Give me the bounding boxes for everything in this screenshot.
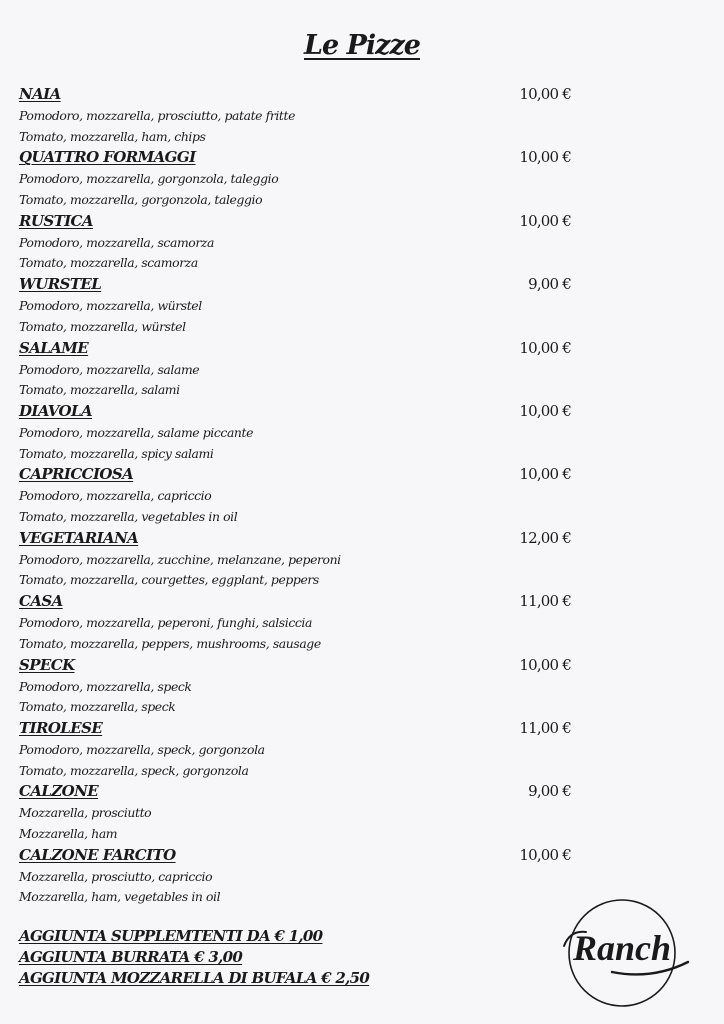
item-price: 10,00 € (519, 338, 571, 357)
item-price: 10,00 € (519, 211, 571, 230)
list-item (19, 84, 579, 147)
item-name: SALAME (19, 338, 89, 357)
item-description-en: Mozzarella, ham, vegetables in oil (19, 889, 221, 905)
list-item (19, 274, 579, 337)
ranch-logo-icon (552, 896, 696, 1008)
item-price: 9,00 € (528, 782, 571, 801)
item-price: 12,00 € (519, 528, 571, 547)
item-description-it: Pomodoro, mozzarella, salame (19, 361, 200, 377)
item-description-it: Pomodoro, mozzarella, speck (19, 678, 192, 694)
item-description-it: Pomodoro, mozzarella, salame piccante (19, 424, 254, 440)
page-title: Le Pizze (304, 30, 420, 61)
extra-mozzarella-bufala: AGGIUNTA MOZZARELLA DI BUFALA € 2,50 (19, 969, 370, 987)
item-name: CASA (19, 592, 63, 611)
item-description-en: Mozzarella, ham (19, 826, 118, 841)
list-item (19, 845, 579, 908)
item-name: WURSTEL (19, 275, 102, 294)
extra-burrata: AGGIUNTA BURRATA € 3,00 (19, 948, 243, 966)
item-description-en: Tomato, mozzarella, gorgonzola, taleggio (19, 192, 263, 208)
item-name: SPECK (19, 655, 75, 674)
item-price: 11,00 € (519, 718, 571, 737)
item-description-it: Pomodoro, mozzarella, würstel (19, 298, 202, 314)
item-price: 10,00 € (519, 465, 571, 484)
item-name: QUATTRO FORMAGGI (19, 148, 196, 167)
item-description-en: Tomato, mozzarella, würstel (19, 318, 186, 334)
item-price: 10,00 € (519, 655, 571, 674)
item-description-it: Pomodoro, mozzarella, zucchine, melanzane, peperoni (19, 551, 341, 567)
item-description-en: Tomato, mozzarella, speck (19, 699, 176, 715)
item-description-en: Tomato, mozzarella, vegetables in oil (19, 509, 238, 525)
item-description-it: Pomodoro, mozzarella, gorgonzola, taleggio (19, 171, 279, 187)
list-item (19, 464, 579, 527)
item-description-it: Pomodoro, mozzarella, peperoni, funghi, salsiccia (19, 615, 312, 631)
item-description-en: Tomato, mozzarella, ham, chips (19, 128, 206, 144)
item-description-en: Tomato, mozzarella, speck, gorgonzola (19, 762, 249, 778)
item-price: 10,00 € (519, 401, 571, 420)
list-item (19, 655, 579, 718)
item-description-en: Tomato, mozzarella, salami (19, 382, 180, 398)
item-name: CALZONE FARCITO (19, 845, 176, 864)
list-item (19, 147, 579, 210)
item-description-it: Pomodoro, mozzarella, prosciutto, patate fritte (19, 108, 296, 123)
item-price: 10,00 € (519, 85, 571, 103)
item-description-it: Pomodoro, mozzarella, speck, gorgonzola (19, 741, 265, 757)
item-description-it: Pomodoro, mozzarella, scamorza (19, 234, 214, 250)
item-name: TIROLESE (19, 718, 103, 737)
pizza-list (19, 84, 579, 908)
item-description-en: Tomato, mozzarella, courgettes, eggplant, peppers (19, 572, 319, 588)
item-name: RUSTICA (19, 211, 93, 230)
list-item (19, 338, 579, 401)
list-item (19, 528, 579, 591)
item-description-it: Mozzarella, prosciutto, capriccio (19, 868, 213, 884)
item-price: 10,00 € (519, 845, 571, 864)
list-item (19, 211, 579, 274)
list-item (19, 591, 579, 654)
extra-supplements: AGGIUNTA SUPPLEMTENTI DA € 1,00 (19, 927, 323, 945)
list-item (19, 781, 579, 844)
item-name: NAIA (19, 85, 61, 103)
item-description-en: Tomato, mozzarella, peppers, mushrooms, sausage (19, 635, 321, 651)
item-price: 11,00 € (519, 592, 571, 611)
item-description-en: Tomato, mozzarella, scamorza (19, 255, 198, 271)
item-name: CALZONE (19, 782, 99, 801)
item-name: VEGETARIANA (19, 528, 139, 547)
extras-list (19, 926, 369, 989)
item-price: 9,00 € (528, 275, 571, 294)
item-description-it: Mozzarella, prosciutto (19, 805, 152, 821)
item-name: CAPRICCIOSA (19, 465, 134, 484)
item-description-en: Tomato, mozzarella, spicy salami (19, 445, 214, 461)
item-description-it: Pomodoro, mozzarella, capriccio (19, 488, 212, 504)
list-item (19, 401, 579, 464)
logo-text: Ranch (572, 928, 672, 968)
list-item (19, 718, 579, 781)
item-name: DIAVOLA (19, 401, 92, 420)
item-price: 10,00 € (519, 148, 571, 167)
